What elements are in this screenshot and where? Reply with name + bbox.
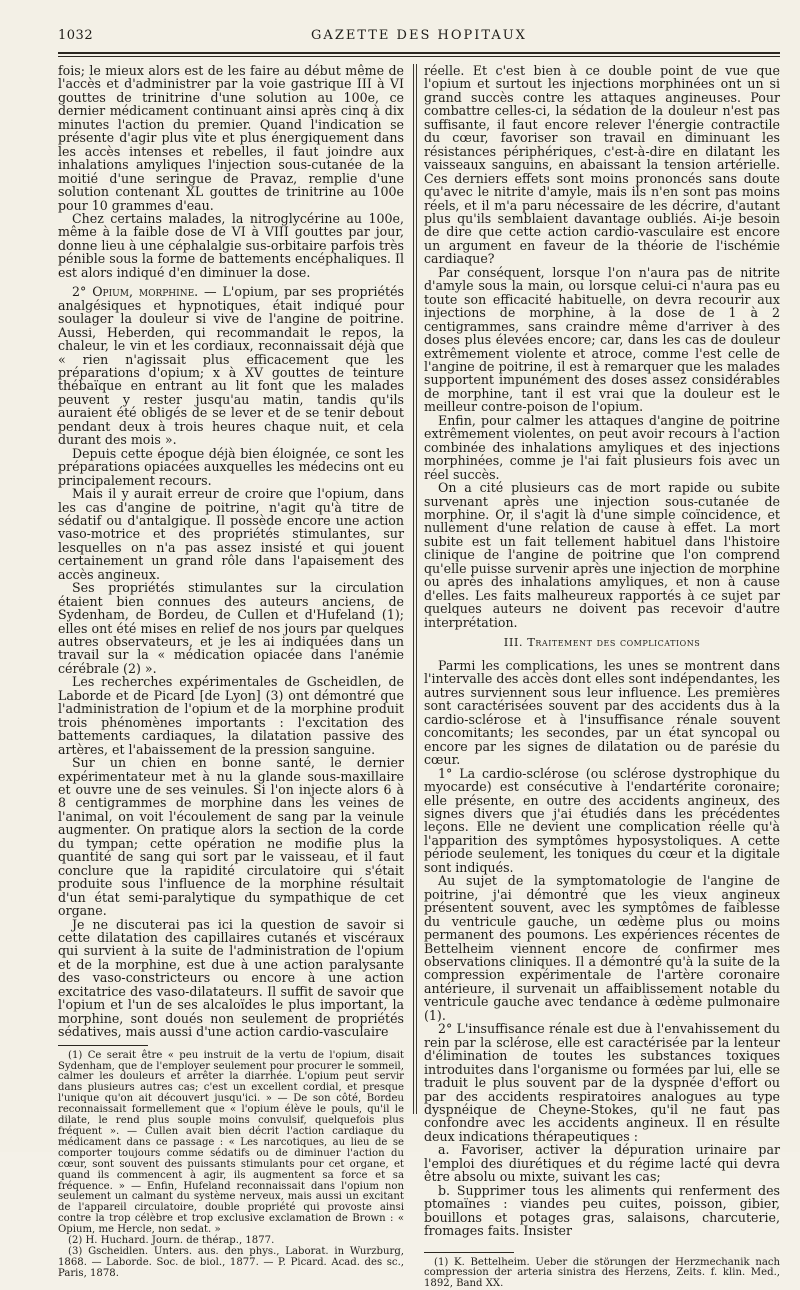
footnote-rule: [424, 1252, 514, 1253]
page-header: [58, 24, 780, 50]
paragraph: fois; le mieux alors est de les faire au début même de l'accès et d'administrer par la voie gastrique III à VI gouttes de trinitrine d'une solution au 100e, ce dernier médicament continuant ainsi après cinq à dix minutes l'action du premier. Quand l'indication se présente d'agir plus vite et plus énergiquement dans les accès intenses et rebelles, il faut joindre aux inhalations amyliques l'injection sous-cutanée de la moitié d'une seringue de Pravaz, remplie d'une solution contenant XL gouttes de trinitrine au 100e pour 10 grammes d'eau.: [58, 63, 404, 213]
footnote-rule: [58, 1045, 148, 1046]
footnote: (1) K. Bettelheim. Ueber die störungen der Herzmechanik nach compression der arteria sinistra des Herzens, Zeits. f. klin. Med., 1892, Band XX.: [424, 1256, 780, 1290]
page-number: 1032: [58, 28, 94, 43]
header-rule-thin: [58, 56, 780, 57]
section-heading: III. Traitement des complications: [503, 635, 701, 650]
paragraph: Par conséquent, lorsque l'on n'aura pas de nitrite d'amyle sous la main, ou lorsque celui-ci n'aura pas eu toute son efficacité habituelle, on devra recourir aux injections de morphine, à la dose de 1 à 2 centigrammes, sans craindre même d'arriver à des doses plus élevées encore; car, dans les cas de douleur extrêmement violente et atroce, comme l'est celle de l'angine de poitrine, il est à remarquer que les malades supportent impunément des doses assez considérables de morphine, tant il est vrai que la douleur est le meilleur contre-poison de l'opium.: [424, 264, 780, 415]
column-divider: [416, 64, 417, 1114]
paragraph: Enfin, pour calmer les attaques d'angine de poitrine extrêmement violentes, on peut avoir recours à l'action combinée des inhalations amyliques et des injections morphinées, comme je l'ai fait plusieurs fois avec un réel succès.: [424, 412, 780, 482]
header-rule: [58, 52, 780, 54]
paragraph: a. Favoriser, activer la dépuration urinaire par l'emploi des diurétiques et du régime lacté qui devra être absolu ou mixte, suivant les cas;: [424, 1142, 780, 1185]
paragraph: Je ne discuterai pas ici la question de savoir si cette dilatation des capillaires cutanés et viscéraux qui survient à la suite de l'administration de l'opium et de la morphine, est due à une action paralysante des vaso-constricteurs ou encore à une action excitatrice des vaso-dilatateurs. Il suffit de savoir que l'opium et l'un de ses alcaloïdes le plus important, la morphine, sont doués non seulement de propriétés sédatives, mais aussi d'une action cardio-vasculaire: [58, 916, 404, 1040]
paragraph: Ses propriétés stimulantes sur la circulation étaient bien connues des auteurs anciens, de Sydenham, de Bordeu, de Cullen et d'Hufeland (1); elles ont été mises en relief de nos jours par quelques autres observateurs, et je les ai indiquées dans un travail sur la « médication opiacée dans l'anémie cérébrale (2) ».: [58, 580, 404, 676]
paragraph: Depuis cette époque déjà bien éloignée, ce sont les préparations opiacées auxquelles les médecins ont eu principalement recours.: [58, 445, 404, 488]
footnotes: [424, 1258, 780, 1290]
paragraph-opium: [58, 285, 404, 446]
right-column: [424, 63, 780, 1290]
footnote: (2) H. Huchard. Journ. de thérap., 1877.: [68, 1235, 275, 1247]
footnotes: [58, 1051, 404, 1280]
paragraph-text: — L'opium, par ses propriétés analgésiques et hypnotiques, était indiqué pour soulager la douleur si vive de l'angine de poitrine. Aussi, Heberden, qui recommandait le repos, la chaleur, le vin et les cordiaux, reconnaissait déjà que « rien n'agissait plus efficacement que les préparations d'opium; x à XV gouttes de teinture thébaïque en entrant au lit font que les malades peuvent y rester jusqu'au matin, tandis qu'ils auraient été obligés de se lever et de se tenir debout pendant deux à trois heures chaque nuit, et cela durant des mois ».: [58, 284, 404, 448]
paragraph: 1° La cardio-sclérose (ou sclérose dystrophique du myocarde) est consécutive à l'endartérite coronaire; elle présente, en outre des accidents angineux, des signes divers que j'ai étudiés dans les précédentes leçons. Elle ne devient une complication réelle qu'à l'apparition des symptômes hyposystoliques. A cette période seulement, les toniques du cœur et la digitale sont indiqués.: [424, 765, 780, 875]
column-divider: [413, 64, 414, 1114]
paragraph: On a cité plusieurs cas de mort rapide ou subite survenant après une injection sous-cutanée de morphine. Or, il s'agit là d'une simple coïncidence, et nullement d'une relation de cause à effet. La mort subite est un fait tellement habituel dans l'histoire clinique de l'angine de poitrine que l'on comprend qu'elle puisse survenir après une injection de morphine ou après des inhalations amyliques, et non à cause d'elles. Les faits malheureux rapportés à ce sujet par quelques auteurs ne doivent pas recevoir d'autre interprétation.: [424, 480, 780, 630]
paragraph: Au sujet de la symptomatologie de l'angine de poitrine, j'ai démontré que les vieux angineux présentent souvent, avec les symptômes de faiblesse du ventricule gauche, un œdème plus ou moins permanent des poumons. Les expériences récentes de Bettelheim viennent encore de confirmer mes observations cliniques. Il a démontré qu'à la suite de la compression expérimentale de l'artère coronaire antérieure, il survenait un affaiblissement notable du ventricule gauche avec tendance à œdème pulmonaire (1).: [424, 873, 780, 1023]
paragraph: réelle. Et c'est bien à ce double point de vue que l'opium et surtout les injections morphinées ont un si grand succès contre les attaques angineuses. Pour combattre celles-ci, la sédation de la douleur n'est pas suffisante, il faut encore relever l'énergie contractile du cœur, favoriser son travail en diminuant les résistances périphériques, c'est-à-dire en dilatant les vaisseaux sanguins, en abaissant la tension artérielle. Ces derniers effets sont moins prononcés sans doute qu'avec le nitrite d'amyle, mais ils n'en sont pas moins réels, et il m'a paru nécessaire de les décrire, d'autant plus qu'ils semblaient davantage oubliés. Ai-je besoin de dire que cette action cardio-vasculaire est encore un argument en faveur de la théorie de l'ischémie cardiaque?: [424, 63, 780, 267]
running-head: GAZETTE DES HOPITAUX: [311, 28, 527, 43]
paragraph: Mais il y aurait erreur de croire que l'opium, dans les cas d'angine de poitrine, n'agit qu'à titre de sédatif ou d'antalgique. Il possède encore une action vaso-motrice et des propriétés stimulantes, sur lesquelles on n'a pas assez insisté et qui jouent certainement un grand rôle dans l'apaisement des accès angineux.: [58, 486, 404, 582]
paragraph: Les recherches expérimentales de Gscheidlen, de Laborde et de Picard [de Lyon] (3) ont démontré que l'administration de l'opium et de la morphine produit trois phénomènes importants : l'excitation des battements cardiaques, la dilatation passive des artères, et l'abaissement de la pression sanguine.: [58, 674, 404, 757]
footnote: (1) Ce serait être « peu instruit de la vertu de l'opium, disait Sydenham, que de l'employer seulement pour procurer le sommeil, calmer les douleurs et arrêter la diarrhée. L'opium peut servir dans plusieurs autres cas; c'est un excellent cordial, et presque l'unique qu'on ait découvert jusqu'ici. » — De son côté, Bordeu reconnaissait formellement que « l'opium élève le pouls, qu'il le dilate, le rend plus souple moins convulsif, quelquefois plus fréquent ». — Cullen avait bien décrit l'action cardiaque du médicament dans ce passage : « Les narcotiques, au lieu de se comporter toujours comme sédatifs ou de diminuer l'action du cœur, sont souvent des puissants stimulants pour cet organe, et quand ils commencent à agir, ils augmentent sa force et sa fréquence. » — Enfin, Hufeland reconnaissait dans l'opium non seulement un calmant du système nerveux, mais aussi un excitant de l'appareil circulatoire, double propriété qui provoste ainsi contre la trop célèbre et trop exclusive exclamation de Brown : « Opium, me Hercle, non sedat. »: [58, 1049, 404, 1236]
paragraph: 2° L'insuffisance rénale est due à l'envahissement du rein par la sclérose, elle est caractérisée par la lenteur d'élimination de toutes les substances toxiques introduites dans l'organisme ou formées par lui, elle se traduit le plus souvent par de la dyspnée d'effort ou par des accidents respiratoires analogues au type dyspnéique de Cheyne-Stokes, qu'il ne faut pas confondre avec les accidents angineux. Il en résulte deux indications thérapeutiques :: [424, 1021, 780, 1144]
subsection-heading: 2° Opium, morphine.: [72, 284, 199, 300]
paragraph: Sur un chien en bonne santé, le dernier expérimentateur met à nu la glande sous-maxillaire et ouvre une de ses veinules. Si l'on injecte alors 6 à 8 centigrammes de morphine dans les veines de l'animal, on voit l'écoulement de sang par la veinule augmenter. On pratique alors la section de la corde du tympan; cette opération ne modifie plus la quantité de sang qui sort par le vaisseau, et il faut conclure que la rapidité circulatoire qui s'était produite sous l'influence de la morphine résultait d'un état semi-paralytique du sympathique de cet organe.: [58, 755, 404, 919]
paragraph: Chez certains malades, la nitroglycérine au 100e, même à la faible dose de VI à VIII gouttes par jour, donne lieu à une céphalalgie sus-orbitaire parfois très pénible sous la forme de battements encéphaliques. Il est alors indiqué d'en diminuer la dose.: [58, 210, 404, 280]
left-column: [58, 63, 404, 1279]
paragraph: Parmi les complications, les unes se montrent dans l'intervalle des accès dont elles sont indépendantes, les autres surviennent sous leur influence. Les premières sont caractérisées souvent par des accidents dus à la cardio-sclérose et à l'insuffisance rénale souvent concomitants; les secondes, par un état syncopal ou encore par les signes de dilatation ou de parésie du cœur.: [424, 658, 780, 768]
paragraph: b. Supprimer tous les aliments qui renferment des ptomaïnes : viandes peu cuites, poisson, gibier, bouillons et potages gras, salaisons, charcuterie, fromages faits. Insister: [424, 1182, 780, 1239]
footnote: (3) Gscheidlen. Unters. aus. den phys., Laborat. in Wurzburg, 1868. — Laborde. Soc. de biol., 1877. — P. Picard. Acad. des sc., Paris, 1878.: [58, 1245, 404, 1279]
